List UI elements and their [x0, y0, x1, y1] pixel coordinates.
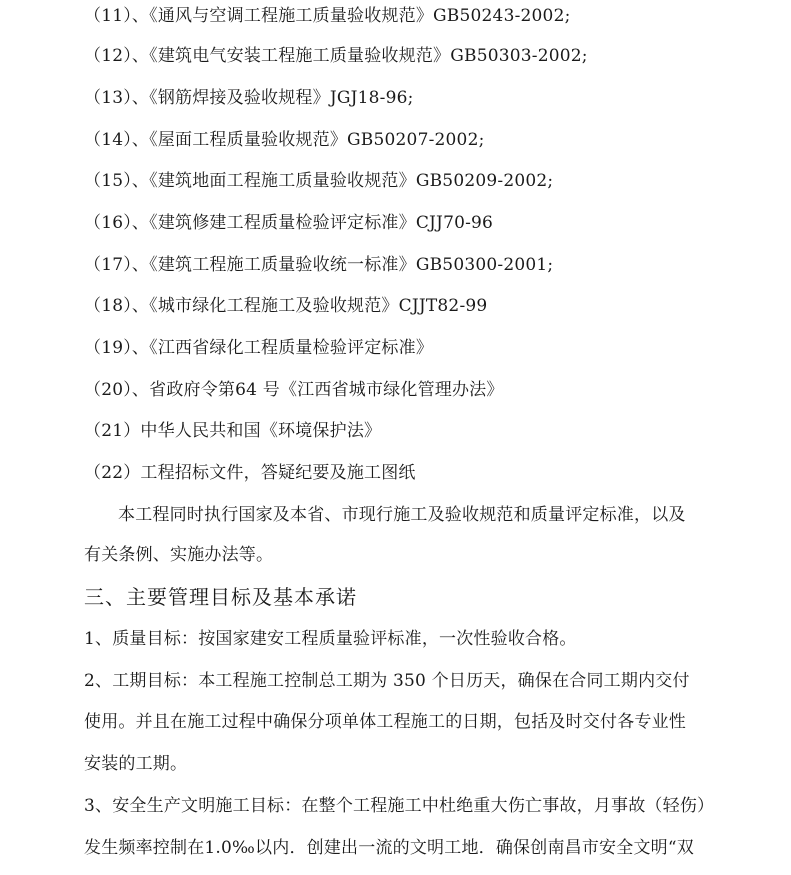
reference-item-11: （11）、《通风与空调工程施工质量验收规范》GB50243-2002;: [84, 6, 571, 26]
standards-paragraph-line-1: 本工程同时执行国家及本省、市现行施工及验收规范和质量评定标准，以及: [118, 505, 686, 525]
section-heading: 三、主要管理目标及基本承诺: [84, 585, 357, 609]
schedule-goal-line-1: 2、工期目标：本工程施工控制总工期为 350 个日历天，确保在合同工期内交付: [84, 671, 690, 691]
reference-item-21: （21）中华人民共和国《环境保护法》: [84, 421, 382, 441]
schedule-goal-line-2: 使用。并且在施工过程中确保分项单体工程施工的日期，包括及时交付各专业性: [84, 712, 686, 732]
reference-item-19: （19）、《江西省绿化工程质量检验评定标准》: [84, 338, 434, 358]
reference-item-12: （12）、《建筑电气安装工程施工质量验收规范》GB50303-2002;: [84, 46, 588, 66]
reference-item-18: （18）、《城市绿化工程施工及验收规范》CJJT82-99: [84, 296, 488, 316]
standards-paragraph-line-2: 有关条例、实施办法等。: [84, 545, 274, 565]
reference-item-13: （13）、《钢筋焊接及验收规程》JGJ18-96;: [84, 88, 414, 108]
reference-item-17: （17）、《建筑工程施工质量验收统一标准》GB50300-2001;: [84, 255, 554, 275]
safety-goal-line-1: 3、安全生产文明施工目标：在整个工程施工中杜绝重大伤亡事故，月事故（轻伤）: [84, 796, 715, 816]
quality-goal: 1、质量目标：按国家建安工程质量验评标准，一次性验收合格。: [84, 629, 577, 649]
reference-item-16: （16）、《建筑修建工程质量检验评定标准》CJJ70-96: [84, 213, 494, 233]
schedule-goal-line-3: 安装的工期。: [84, 754, 188, 774]
safety-goal-line-2: 发生频率控制在1.0‰以内．创建出一流的文明工地．确保创南昌市安全文明“双: [84, 838, 694, 858]
reference-item-20: （20）、省政府令第64 号《江西省城市绿化管理办法》: [84, 380, 504, 400]
reference-item-14: （14）、《屋面工程质量验收规范》GB50207-2002;: [84, 130, 485, 150]
reference-item-15: （15）、《建筑地面工程施工质量验收规范》GB50209-2002;: [84, 171, 554, 191]
reference-item-22: （22）工程招标文件，答疑纪要及施工图纸: [84, 463, 416, 483]
